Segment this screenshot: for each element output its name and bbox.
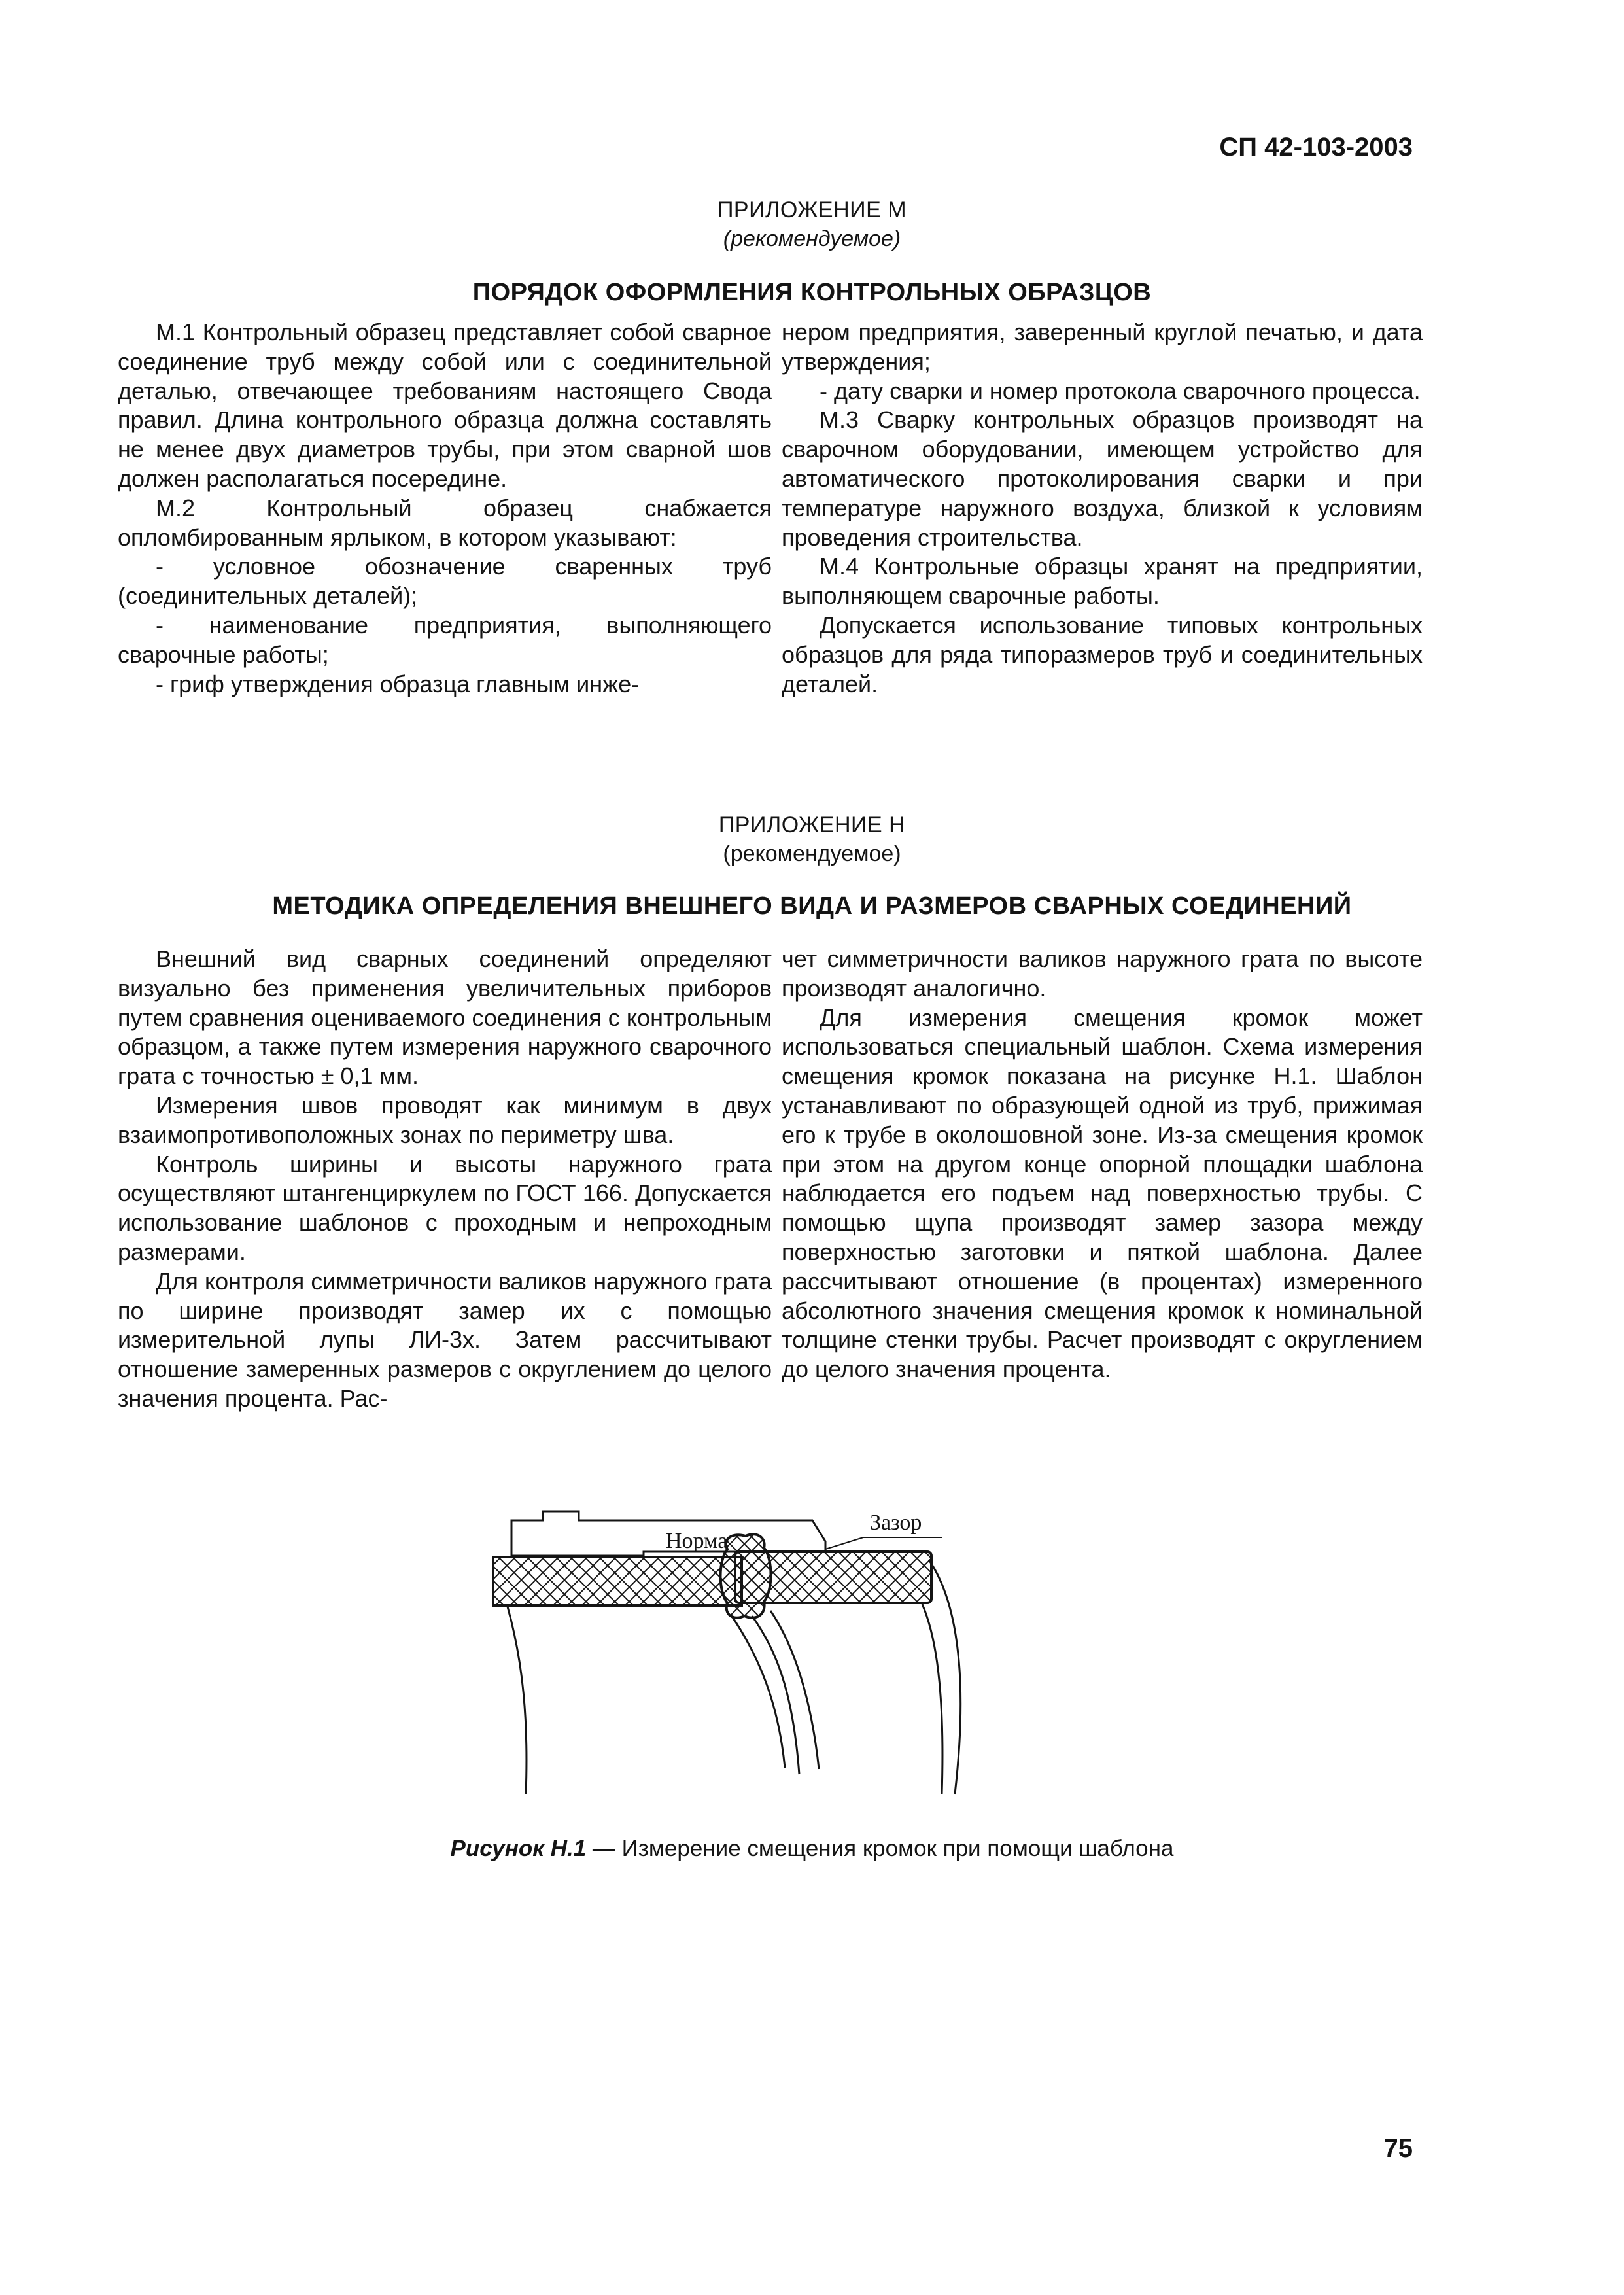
pipe-left-inner <box>733 1617 785 1768</box>
figure-template-diagram <box>471 1486 968 1800</box>
paragraph: М.1 Контрольный образец представляет собой сварное соединение труб между собой или с соединительной деталью, отвечающее требованиям настоящего Свода правил. Длина контрольного образца должна составлять не менее двух диаметров трубы, при этом сварной шов должен располагаться посередине. <box>118 319 772 492</box>
document-code: СП 42-103-2003 <box>1219 133 1413 162</box>
pipe-right-outer-2 <box>922 1604 942 1794</box>
paragraph: - гриф утверждения образца главным инже- <box>156 670 640 697</box>
paragraph: - условное обозначение сваренных труб (соединительных деталей); <box>118 553 772 610</box>
gap-label: Зазор <box>870 1511 922 1535</box>
paragraph: чет симметричности валиков наружного грата по высоте производят аналогично. <box>782 945 1423 1002</box>
pipe-right-outer-1 <box>929 1560 961 1794</box>
figure-caption-text: — Измерение смещения кромок при помощи шаблона <box>586 1836 1174 1861</box>
paragraph: - наименование предприятия, выполняющего сварочные работы; <box>118 611 772 668</box>
paragraph: Контроль ширины и высоты наружного грата осуществляют штангенциркулем по ГОСТ 166. Допускается использование шаблонов с проходным и непроходным размерами. <box>118 1150 772 1265</box>
norm-label: Норма <box>666 1529 728 1553</box>
paragraph: М.3 Сварку контрольных образцов производят на сварочном оборудовании, имеющем устройство для автоматического протоколирования сварки и при температуре наружного воздуха, близкой к условиям проведения строительства. <box>782 406 1423 551</box>
page-number: 75 <box>1383 2134 1413 2163</box>
appendix-m-right-column <box>782 318 1423 699</box>
appendix-m-note: (рекомендуемое) <box>723 226 901 251</box>
figure-caption <box>0 1836 1624 1862</box>
pipe-wall-left <box>493 1557 742 1605</box>
paragraph: - дату сварки и номер протокола сварочного процесса. <box>820 377 1421 404</box>
paragraph: М.2 Контрольный образец снабжается опломбированным ярлыком, в котором указывают: <box>118 494 772 551</box>
appendix-m-label: ПРИЛОЖЕНИЕ М <box>717 198 907 222</box>
figure-caption-number: Рисунок Н.1 <box>450 1836 587 1861</box>
appendix-n-note: (рекомендуемое) <box>723 841 901 866</box>
appendix-n-left-column <box>118 945 772 1414</box>
appendix-m-left-column <box>118 318 772 699</box>
paragraph: Допускается использование типовых контрольных образцов для ряда типоразмеров труб и соединительных деталей. <box>782 611 1423 697</box>
weld-bead <box>721 1534 771 1618</box>
pipe-mid-inner <box>752 1616 799 1774</box>
paragraph: Для контроля симметричности валиков наружного грата по ширине производят замер их с помощью измерительной лупы ЛИ-3х. Затем рассчитывают отношение замеренных размеров с округлением до целого значения процента. Рас- <box>118 1267 772 1412</box>
appendix-m-title: ПОРЯДОК ОФОРМЛЕНИЯ КОНТРОЛЬНЫХ ОБРАЗЦОВ <box>472 279 1152 306</box>
paragraph: Внешний вид сварных соединений определяют визуально без применения увеличительных приборов путем сравнения оцениваемого соединения с контрольным образцом, а также путем измерения наружного сварочного грата с точностью ± 0,1 мм. <box>118 945 772 1090</box>
paragraph: нером предприятия, заверенный круглой печатью, и дата утверждения; <box>782 319 1423 375</box>
paragraph: Измерения швов проводят как минимум в двух взаимопротивоположных зонах по периметру шва. <box>118 1091 772 1148</box>
gap-leader-line <box>825 1537 863 1549</box>
appendix-n-right-column <box>782 945 1423 1384</box>
appendix-n-label: ПРИЛОЖЕНИЕ Н <box>718 813 906 837</box>
pipe-right-inner <box>770 1611 819 1769</box>
appendix-n-title: МЕТОДИКА ОПРЕДЕЛЕНИЯ ВНЕШНЕГО ВИДА И РАЗМЕРОВ СВАРНЫХ СОЕДИНЕНИЙ <box>272 892 1352 920</box>
paragraph: М.4 Контрольные образцы хранят на предприятии, выполняющем сварочные работы. <box>782 553 1423 610</box>
pipe-left-outer <box>508 1607 527 1794</box>
paragraph: Для измерения смещения кромок может использоваться специальный шаблон. Схема измерения смещения кромок показана на рисунке Н.1. Шаблон устанавливают по образующей одной из труб, прижимая его к трубе в околошовной зоне. Из-за смещения кромок при этом на другом конце опорной площадки шаблона наблюдается его подъем над поверхностью трубы. С помощью щупа производят замер зазора между поверхностью заготовки и пяткой шаблона. Далее рассчитывают отношение (в процентах) измеренного абсолютного значения смещения кромок к номинальной толщине стенки трубы. Расчет производят с округлением до целого значения процента. <box>782 1004 1423 1383</box>
